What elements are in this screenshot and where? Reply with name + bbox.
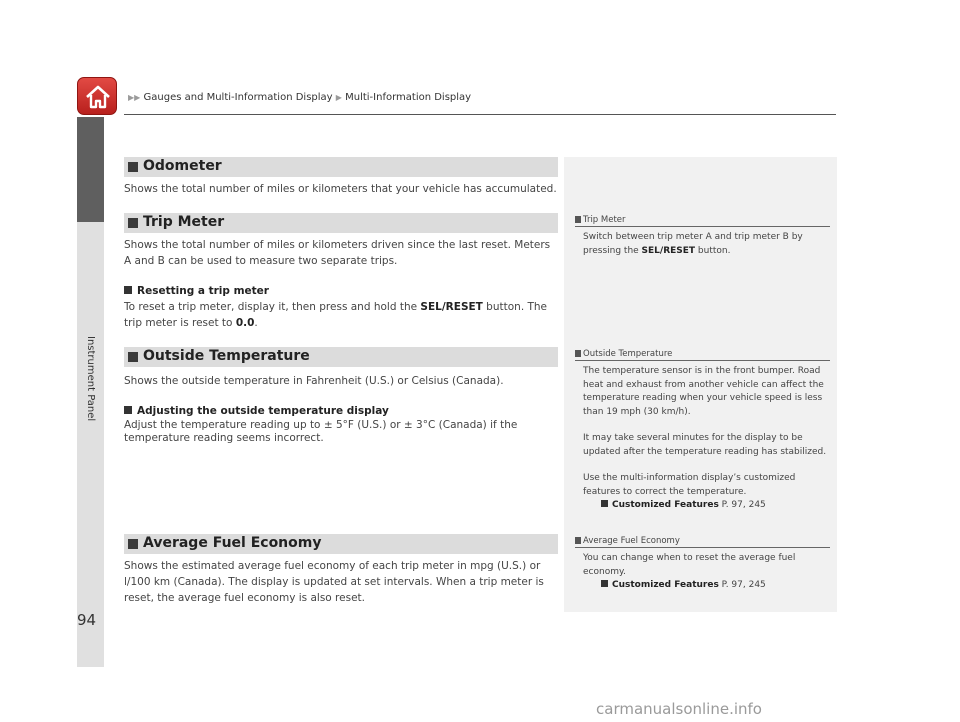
section-square-icon	[128, 218, 138, 228]
section-square-icon	[128, 539, 138, 549]
avg-fuel-text: Shows the estimated average fuel economy of each trip meter in mpg (U.S.) or l/100 km (Canada). The display is updated at set intervals. When a trip meter is reset, the average fuel economy is also reset.	[124, 560, 544, 604]
section-title: Trip Meter	[143, 214, 225, 230]
xref-arrow-icon	[601, 580, 608, 587]
watermark: carmanualsonline.info	[596, 700, 762, 718]
note-body: Switch between trip meter A and trip meter B by pressing the SEL/RESET button.	[583, 232, 803, 256]
note-title: Trip Meter	[575, 215, 830, 225]
section-square-icon	[128, 352, 138, 362]
section-title: Odometer	[143, 158, 222, 174]
adjust-temp-text: Adjust the temperature reading up to ± 5°F (U.S.) or ± 3°C (Canada) if the temperature reading seems incorrect.	[124, 419, 518, 444]
note-divider	[575, 547, 830, 548]
note-body	[575, 365, 830, 513]
section-header-odometer	[124, 157, 558, 177]
section-header-trip-meter	[124, 213, 558, 233]
note-marker-icon	[575, 350, 581, 357]
subheading-reset-trip: Resetting a trip meter	[124, 285, 269, 297]
note-body	[575, 552, 830, 593]
note-paragraph: It may take several minutes for the display to be updated after the temperature reading has stabilized.	[583, 433, 827, 457]
breadcrumb-item-gauges[interactable]: Gauges and Multi-Information Display	[143, 92, 333, 103]
chapter-label: Instrument Panel	[85, 336, 96, 422]
note-title: Average Fuel Economy	[575, 536, 830, 546]
note-title: Outside Temperature	[575, 349, 830, 359]
breadcrumb-arrow-icon: ▶▶	[128, 93, 141, 102]
section-header-average-fuel-economy	[124, 534, 558, 554]
note-marker-icon	[575, 537, 581, 544]
odometer-text: Shows the total number of miles or kilometers that your vehicle has accumulated.	[124, 183, 557, 195]
subheading-adjust-temp: Adjusting the outside temperature display	[124, 405, 389, 417]
note-paragraph: You can change when to reset the average fuel economy.	[583, 553, 796, 577]
note-trip-meter	[575, 215, 830, 258]
note-divider	[575, 360, 830, 361]
outside-temp-text: Shows the outside temperature in Fahrenheit (U.S.) or Celsius (Canada).	[124, 375, 504, 387]
note-marker-icon	[575, 216, 581, 223]
trip-meter-text: Shows the total number of miles or kilometers driven since the last reset. Meters A and B can be used to measure two separate trips.	[124, 239, 551, 267]
note-divider	[575, 226, 830, 227]
xref-customized-features[interactable]: Customized Features P. 97, 245	[583, 579, 830, 593]
note-outside-temperature	[575, 349, 830, 513]
home-button[interactable]	[77, 77, 117, 115]
breadcrumb-arrow-icon: ▶	[335, 93, 342, 102]
xref-customized-features[interactable]: Customized Features P. 97, 245	[583, 499, 830, 513]
section-square-icon	[128, 162, 138, 172]
side-tab	[77, 222, 104, 667]
subheading-square-icon	[124, 406, 132, 414]
section-title: Average Fuel Economy	[143, 535, 322, 551]
page-number: 94	[77, 611, 97, 629]
xref-arrow-icon	[601, 500, 608, 507]
section-header-outside-temperature	[124, 347, 558, 367]
note-average-fuel-economy	[575, 536, 830, 593]
note-paragraph: The temperature sensor is in the front bumper. Road heat and exhaust from another vehicle can affect the temperature reading when your vehicle speed is less than 19 mph (30 km/h).	[583, 366, 824, 417]
home-icon	[83, 82, 113, 112]
reset-trip-text: To reset a trip meter, display it, then press and hold the SEL/RESET button. The trip meter is reset to 0.0.	[124, 301, 548, 329]
note-paragraph: Use the multi-information display’s customized features to correct the temperature.	[583, 473, 796, 497]
side-tab-marker	[77, 117, 104, 222]
breadcrumb	[128, 92, 471, 103]
breadcrumb-item-mid[interactable]: Multi-Information Display	[345, 92, 472, 103]
section-title: Outside Temperature	[143, 348, 310, 364]
subheading-square-icon	[124, 286, 132, 294]
header-divider	[124, 114, 836, 115]
